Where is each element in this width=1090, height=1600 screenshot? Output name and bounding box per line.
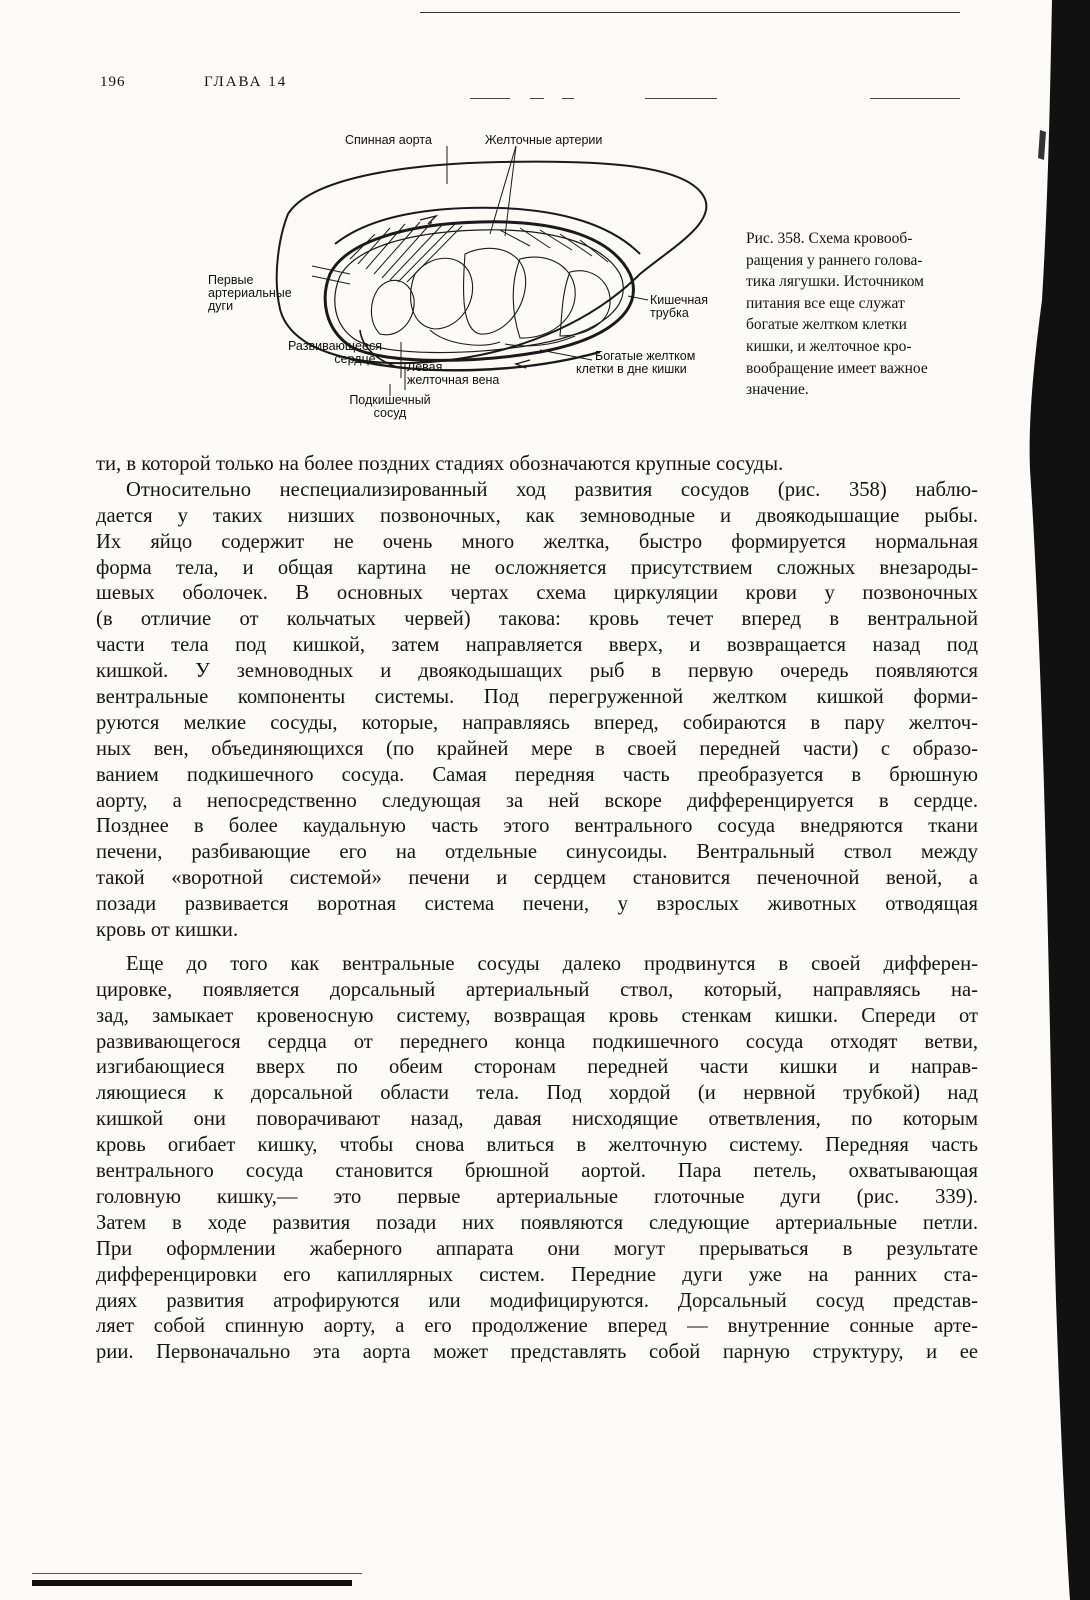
label-gut-tube-2: трубка xyxy=(650,306,689,320)
label-vitelline-arteries: Желточные артерии xyxy=(485,133,603,147)
bottom-rule xyxy=(32,1573,362,1574)
label-dorsal-aorta: Спинная аорта xyxy=(345,133,432,147)
label-subintestinal-vessel-1: Подкишечный xyxy=(349,393,431,407)
text-line: кишкой они поворачивают назад, давая нисходящие ответвления, по которым xyxy=(96,1108,978,1131)
caption-line: ращения у раннего голова- xyxy=(746,251,923,269)
dorsal-aorta-line xyxy=(335,208,640,254)
caption-line: вообращение имеет важное xyxy=(746,359,928,377)
text-line: ляющиеся к дорсальной области тела. Под хордой (и нервной трубкой) над xyxy=(96,1082,978,1105)
caption-line: кишки, и желточное кро- xyxy=(746,337,912,355)
paragraph-2 xyxy=(96,478,978,944)
text-line: (в отличие от кольчатых червей) такова: кровь течет вперед в вентральной xyxy=(96,608,978,631)
text-line: развивающегося сердца от переднего конца подкишечного сосуда отходят ветви, xyxy=(96,1030,978,1053)
text-line: части тела под кишкой, затем направляется вверх, и возвращается назад под xyxy=(96,634,978,657)
label-subintestinal-vessel-2: сосуд xyxy=(373,406,407,420)
text-line: ванием подкишечного сосуда. Самая передняя часть преобразуется в брюшную xyxy=(96,763,978,786)
header-dashes xyxy=(470,98,960,100)
text-line: руются мелкие сосуды, которые, направляясь вперед, собираются в пару желточ- xyxy=(96,711,978,734)
caption-line: питания все еще служат xyxy=(746,294,905,312)
text-line: Относительно неспециализированный ход развития сосудов (рис. 358) наблю- xyxy=(126,478,978,501)
text-line: ных вен, объединяющихся (по крайней мере в своей передней части) с образо- xyxy=(96,737,978,760)
text-line: дифференцировки его капиллярных систем. Передние дуги уже на ранних ста- xyxy=(96,1263,978,1286)
text-line: При оформлении жаберного аппарата они могут прерываться в результате xyxy=(96,1237,978,1260)
text-line: печени, разбивающие его на отдельные синусоиды. Вентральный ствол между xyxy=(96,841,978,864)
text-line: Затем в ходе развития позади них появляются следующие артериальные петли. xyxy=(96,1211,978,1234)
text-line: диях развития атрофируются или модифицируются. Дорсальный сосуд представ- xyxy=(96,1289,978,1312)
text-line: Еще до того как вентральные сосуды далеко продвинутся в своей дифферен- xyxy=(126,952,978,975)
label-yolk-cells-1: Богатые желтком xyxy=(595,349,696,363)
top-rule xyxy=(420,12,960,13)
label-yolk-cells-2: клетки в дне кишки xyxy=(576,362,687,376)
label-gut-tube-1: Кишечная xyxy=(650,293,708,307)
scan-edge-shadow xyxy=(990,0,1090,1600)
text-line: ляет собой спинную аорту, а его продолжение вперед — внутренние сонные арте- xyxy=(96,1315,978,1338)
text-line: шевых оболочек. В основных чертах схема циркуляции крови у позвоночных xyxy=(96,582,978,605)
caption-line: богатые желтком клетки xyxy=(746,316,907,334)
figure-caption xyxy=(746,228,978,401)
text-line: кровь от кишки. xyxy=(96,919,239,942)
paragraph-3 xyxy=(96,952,978,1366)
label-first-arches-2: артериальные xyxy=(208,286,292,300)
text-line: такой «воротной системой» печени и сердцем становится печеночной веной, а xyxy=(96,867,978,890)
text-line: изгибающиеся вверх по обеим сторонам передней части кишки и направ- xyxy=(96,1056,978,1079)
body-text xyxy=(96,452,978,1366)
chapter-title: ГЛАВА 14 xyxy=(204,74,288,90)
caption-line: значение. xyxy=(746,381,809,399)
label-first-arches-1: Первые xyxy=(208,273,254,287)
page-number: 196 xyxy=(100,74,126,90)
paragraph-1 xyxy=(96,452,978,478)
text-line: аорту, а непосредственно следующая за ней вскоре дифференцируется в сердце. xyxy=(96,789,978,812)
text-line: позади развивается воротная система печени, у взрослых животных отводящая xyxy=(96,893,978,916)
text-line: вентрального сосуда становится брюшной аортой. Пара петель, охватывающая xyxy=(96,1160,978,1183)
label-developing-heart-2: сердце xyxy=(334,352,376,366)
text-line: ти, в которой только на более поздних стадиях обозначаются крупные сосуды. xyxy=(96,453,784,475)
figure-358 xyxy=(200,124,745,429)
text-line: кровь огибает кишку, чтобы снова влиться в желточную систему. Передняя часть xyxy=(96,1134,978,1157)
yolk-cells xyxy=(371,248,610,346)
label-left-vitelline-vein-1: Левая xyxy=(407,360,443,374)
bottom-bar xyxy=(32,1580,352,1586)
text-line: головную кишку,— это первые артериальные глоточные дуги (рис. 339). xyxy=(96,1185,978,1208)
text-line: зад, замыкает кровеносную систему, возвращая кровь стенкам кишки. Спереди от xyxy=(96,1004,978,1027)
text-line: дается у таких низших позвоночных, как земноводные и двоякодышащие рыбы. xyxy=(96,504,978,527)
text-line: рии. Первоначально эта аорта может представлять собой парную структуру, и ее xyxy=(96,1341,978,1364)
caption-line: Рис. 358. Схема кровооб- xyxy=(746,230,913,247)
text-line: вентральные компоненты системы. Под перегруженной желтком кишкой форми- xyxy=(96,686,978,709)
text-line: Их яйцо содержит не очень много желтка, быстро формируется нормальная xyxy=(96,530,978,553)
text-line: кишкой. У земноводных и двоякодышащих рыб в первую очередь появляются xyxy=(96,660,978,683)
label-left-vitelline-vein-2: желточная вена xyxy=(407,373,500,387)
text-line: цировке, появляется дорсальный артериальный ствол, который, направляясь на- xyxy=(96,978,978,1001)
label-first-arches-3: дуги xyxy=(208,299,234,313)
text-line: форма тела, и общая картина не осложняется присутствием сложных внезароды- xyxy=(96,556,978,579)
caption-line: тика лягушки. Источником xyxy=(746,273,924,291)
text-line: Позднее в более каудальную часть этого вентрального сосуда внедряются ткани xyxy=(96,815,978,838)
label-developing-heart-1: Развивающееся xyxy=(288,339,382,353)
